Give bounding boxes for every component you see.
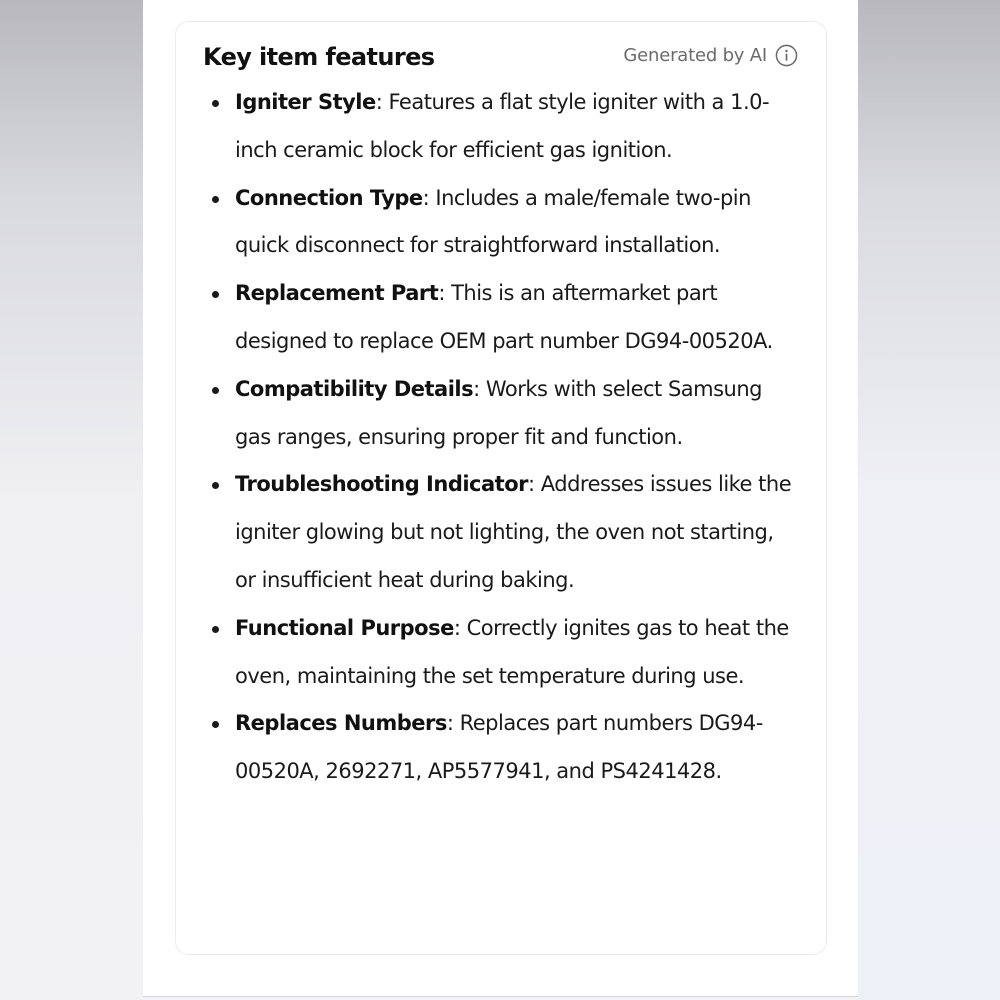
key-features-card (175, 21, 827, 955)
bullet-icon (212, 387, 219, 394)
bullet-icon (212, 482, 219, 489)
feature-name: Compatibility Details (235, 376, 474, 401)
feature-item (176, 700, 828, 796)
feature-name: Functional Purpose (235, 615, 454, 640)
ai-label-text: Generated by AI (623, 45, 767, 66)
feature-description: : Correctly ignites gas to heat the oven, maintaining the set temperature during use. (235, 615, 789, 688)
feature-description: : Includes a male/female two-pin quick disconnect for straightforward installation. (235, 185, 751, 258)
page (143, 0, 858, 997)
bullet-icon (212, 196, 219, 203)
feature-item (176, 79, 828, 175)
feature-item (176, 366, 828, 462)
feature-item (176, 461, 828, 604)
bullet-icon (212, 626, 219, 633)
feature-name: Igniter Style (235, 90, 376, 114)
feature-item (176, 175, 828, 271)
bullet-icon (212, 291, 219, 298)
background-left (0, 0, 143, 1000)
feature-item (176, 605, 828, 701)
feature-name: Replacement Part (235, 281, 439, 306)
feature-description: : This is an aftermarket part designed to replace OEM part number DG94-00520A. (235, 281, 773, 353)
bullet-icon (212, 100, 219, 107)
bullet-icon (212, 721, 219, 728)
card-title: Key item features (203, 43, 435, 71)
feature-name: Replaces Numbers (235, 711, 447, 736)
feature-description: : Addresses issues like the igniter glowing but not lighting, the oven not starting, or insufficient heat during baking. (235, 472, 792, 592)
feature-name: Connection Type (235, 185, 423, 210)
generated-by-ai-label (623, 44, 798, 67)
feature-item (176, 270, 828, 366)
features-list (176, 79, 828, 796)
feature-name: Troubleshooting Indicator (235, 472, 528, 497)
feature-description: : Features a flat style igniter with a 1.0-inch ceramic block for efficient gas ignition. (235, 90, 770, 162)
feature-description: : Works with select Samsung gas ranges, ensuring proper fit and function. (235, 376, 762, 449)
background-right (858, 0, 1000, 1000)
info-circle-icon[interactable] (775, 44, 798, 67)
feature-description: : Replaces part numbers DG94-00520A, 2692271, AP5577941, and PS4241428. (235, 711, 763, 784)
